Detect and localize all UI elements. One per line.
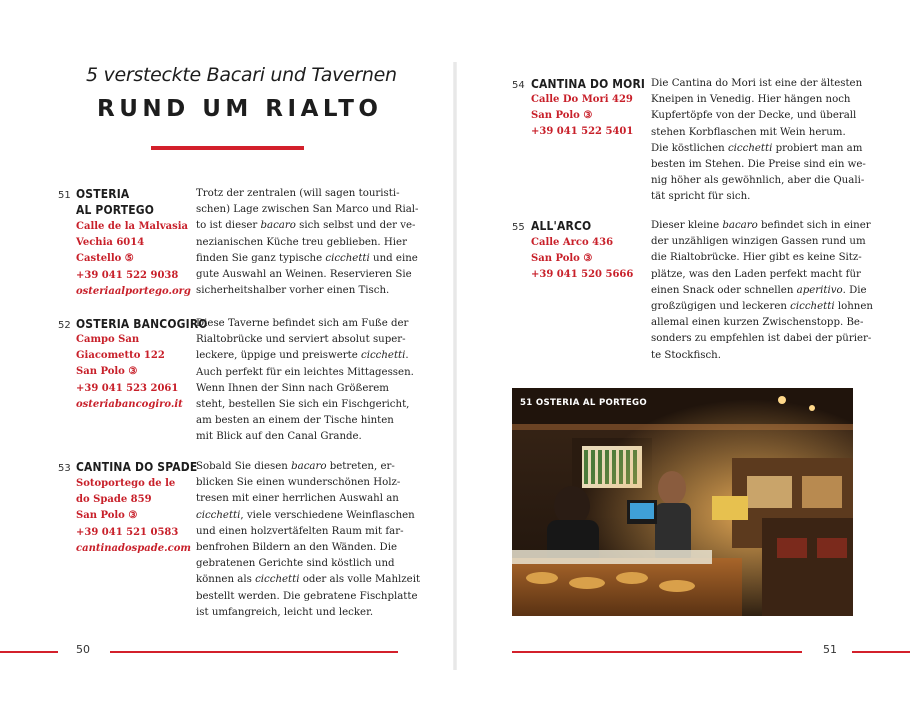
address-line: San Polo ③: [531, 110, 593, 122]
entry-address: [531, 92, 633, 141]
desc-line: die Rialtobrücke. Hier gibt es keine Sitz-: [651, 252, 862, 264]
desc-line: steht, bestellen Sie sich ein Fischgericht,: [196, 399, 410, 411]
page-number-left: 50: [76, 643, 90, 656]
entry-address: [76, 219, 191, 300]
desc-line: sonders zu empfehlen ist dabei der pürier-: [651, 333, 872, 345]
desc-line: am besten an einem der Tische hinten: [196, 415, 394, 427]
desc-line: Rialtobrücke und serviert absolut super-: [196, 334, 406, 346]
address-line: Calle Arco 436: [531, 237, 614, 248]
desc-line: Diese Taverne befindet sich am Fuße der: [196, 318, 409, 329]
entry-name-line: CANTINA DO SPADE: [76, 459, 198, 474]
entry-address: [531, 235, 633, 284]
restaurant-photo: [512, 388, 853, 616]
desc-line: nig höher als gewöhnlich, aber die Quali-: [651, 175, 865, 187]
phone-number: +39 041 521 0583: [76, 526, 179, 538]
entry-number: 52: [58, 320, 71, 331]
entry-name: [531, 218, 591, 234]
entry-description: [651, 76, 866, 206]
desc-line: Dieser kleine bacaro befindet sich in einer: [651, 220, 871, 231]
desc-line: einen Snack oder schnellen aperitivo. Die: [651, 284, 867, 296]
entry-number: 55: [512, 222, 525, 233]
phone-number: +39 041 522 9038: [76, 269, 179, 281]
desc-line: ist umfangreich, leicht und lecker.: [196, 606, 374, 618]
desc-line: Kupfertöpfe von der Decke, und überall: [651, 110, 857, 122]
desc-line: plätze, was den Laden perfekt macht für: [651, 268, 861, 280]
entry-name-line: ALL'ARCO: [531, 218, 592, 233]
photo-illustration: [512, 388, 853, 616]
phone-number: +39 041 523 2061: [76, 382, 179, 394]
phone-number: +39 041 520 5666: [531, 269, 634, 281]
desc-line: to ist dieser bacaro sich selbst und der ve-: [196, 220, 416, 232]
desc-line: schen) Lage zwischen San Marco und Rial-: [196, 204, 419, 216]
entry-name: [531, 76, 645, 92]
book-gutter: [453, 62, 457, 670]
desc-line: bestellt werden. Die gebratene Fischplatte: [196, 590, 418, 602]
address-line: San Polo ③: [531, 253, 593, 265]
desc-line: mit Blick auf den Canal Grande.: [196, 431, 362, 443]
website-link[interactable]: osteriaalportego.org: [76, 285, 191, 297]
website-link[interactable]: cantinadospade.com: [76, 542, 191, 554]
entry-number: 54: [512, 80, 525, 91]
desc-line: finden Sie ganz typische cicchetti und eine: [196, 252, 418, 264]
address-line: San Polo ③: [76, 510, 138, 522]
page-number-right: 51: [823, 643, 837, 656]
entry-description: [196, 459, 420, 621]
photo-caption: 51 OSTERIA AL PORTEGO: [520, 398, 647, 408]
address-line: do Spade 859: [76, 494, 152, 506]
desc-line: tresen mit einer herrlichen Auswahl an: [196, 493, 399, 505]
address-line: Vechia 6014: [76, 237, 145, 249]
desc-line: blicken Sie einen wunderschönen Holz-: [196, 477, 401, 489]
entry-name-line: OSTERIA: [76, 186, 130, 201]
entry-name-line: CANTINA DO MORI: [531, 76, 646, 91]
desc-line: großzügigen und leckeren cicchetti lohnen: [651, 301, 873, 313]
desc-line: gebratenen Gerichte sind köstlich und: [196, 558, 395, 570]
desc-line: allemal einen kurzen Zwischenstopp. Be-: [651, 317, 864, 329]
address-line: San Polo ③: [76, 366, 138, 378]
desc-line: besten im Stehen. Die Preise sind ein we-: [651, 159, 866, 171]
desc-line: Sobald Sie diesen bacaro betreten, er-: [196, 461, 395, 472]
entry-name-line: AL PORTEGO: [76, 202, 155, 217]
address-line: Sotoportego de le: [76, 478, 176, 489]
desc-line: sicherheitshalber vorher einen Tisch.: [196, 285, 390, 297]
footer-rule-left-inner: [110, 651, 398, 653]
entry-description: [196, 186, 418, 299]
desc-line: stehen Korbflaschen mit Wein herum.: [651, 126, 846, 138]
phone-number: +39 041 522 5401: [531, 126, 634, 138]
entry-description: [651, 218, 873, 364]
desc-line: der unzähligen winzigen Gassen rund um: [651, 236, 866, 248]
entry-address: [76, 476, 191, 557]
address-line: Campo San: [76, 334, 140, 345]
desc-line: gute Auswahl an Weinen. Reservieren Sie: [196, 269, 412, 281]
footer-rule-right-inner: [512, 651, 802, 653]
entry-description: [196, 316, 414, 446]
address-line: Giacometto 122: [76, 350, 165, 362]
entry-name-line: OSTERIA BANCOGIRO: [76, 316, 208, 331]
website-link[interactable]: osteriabancogiro.it: [76, 398, 183, 410]
desc-line: tät spricht für sich.: [651, 191, 751, 203]
entry-name: [76, 459, 197, 475]
desc-line: und einen holzvertäfelten Raum mit far-: [196, 525, 404, 537]
section-title: RUND UM RIALTO: [97, 96, 383, 122]
desc-line: leckere, üppige und preiswerte cicchetti.: [196, 350, 409, 362]
title-divider: [151, 146, 304, 150]
entry-number: 51: [58, 190, 71, 201]
desc-line: Auch perfekt für ein leichtes Mittagessen.: [196, 366, 414, 378]
address-line: Calle de la Malvasia: [76, 221, 189, 232]
desc-line: cicchetti, viele verschiedene Weinflaschen: [196, 509, 415, 521]
desc-line: nezianischen Küche treu geblieben. Hier: [196, 236, 407, 248]
desc-line: te Stockfisch.: [651, 349, 721, 361]
desc-line: können als cicchetti oder als volle Mahlzeit: [196, 574, 421, 586]
address-line: Calle Do Mori 429: [531, 94, 633, 105]
entry-number: 53: [58, 463, 71, 474]
footer-rule-left-outer: [0, 651, 58, 653]
desc-line: benfrohen Bildern an den Wänden. Die: [196, 542, 397, 554]
desc-line: Die Cantina do Mori ist eine der ältesten: [651, 78, 863, 89]
entry-name: [76, 186, 154, 218]
entry-name: [76, 316, 208, 332]
desc-line: Kneipen in Venedig. Hier hängen noch: [651, 94, 851, 106]
entry-address: [76, 332, 183, 413]
section-subtitle: 5 versteckte Bacari und Tavernen: [86, 64, 397, 86]
desc-line: Trotz der zentralen (will sagen touristi-: [196, 188, 400, 199]
footer-rule-right-outer: [852, 651, 910, 653]
desc-line: Die köstlichen cicchetti probiert man am: [651, 142, 863, 154]
address-line: Castello ⑤: [76, 253, 134, 265]
desc-line: Wenn Ihnen der Sinn nach Größerem: [196, 382, 389, 394]
